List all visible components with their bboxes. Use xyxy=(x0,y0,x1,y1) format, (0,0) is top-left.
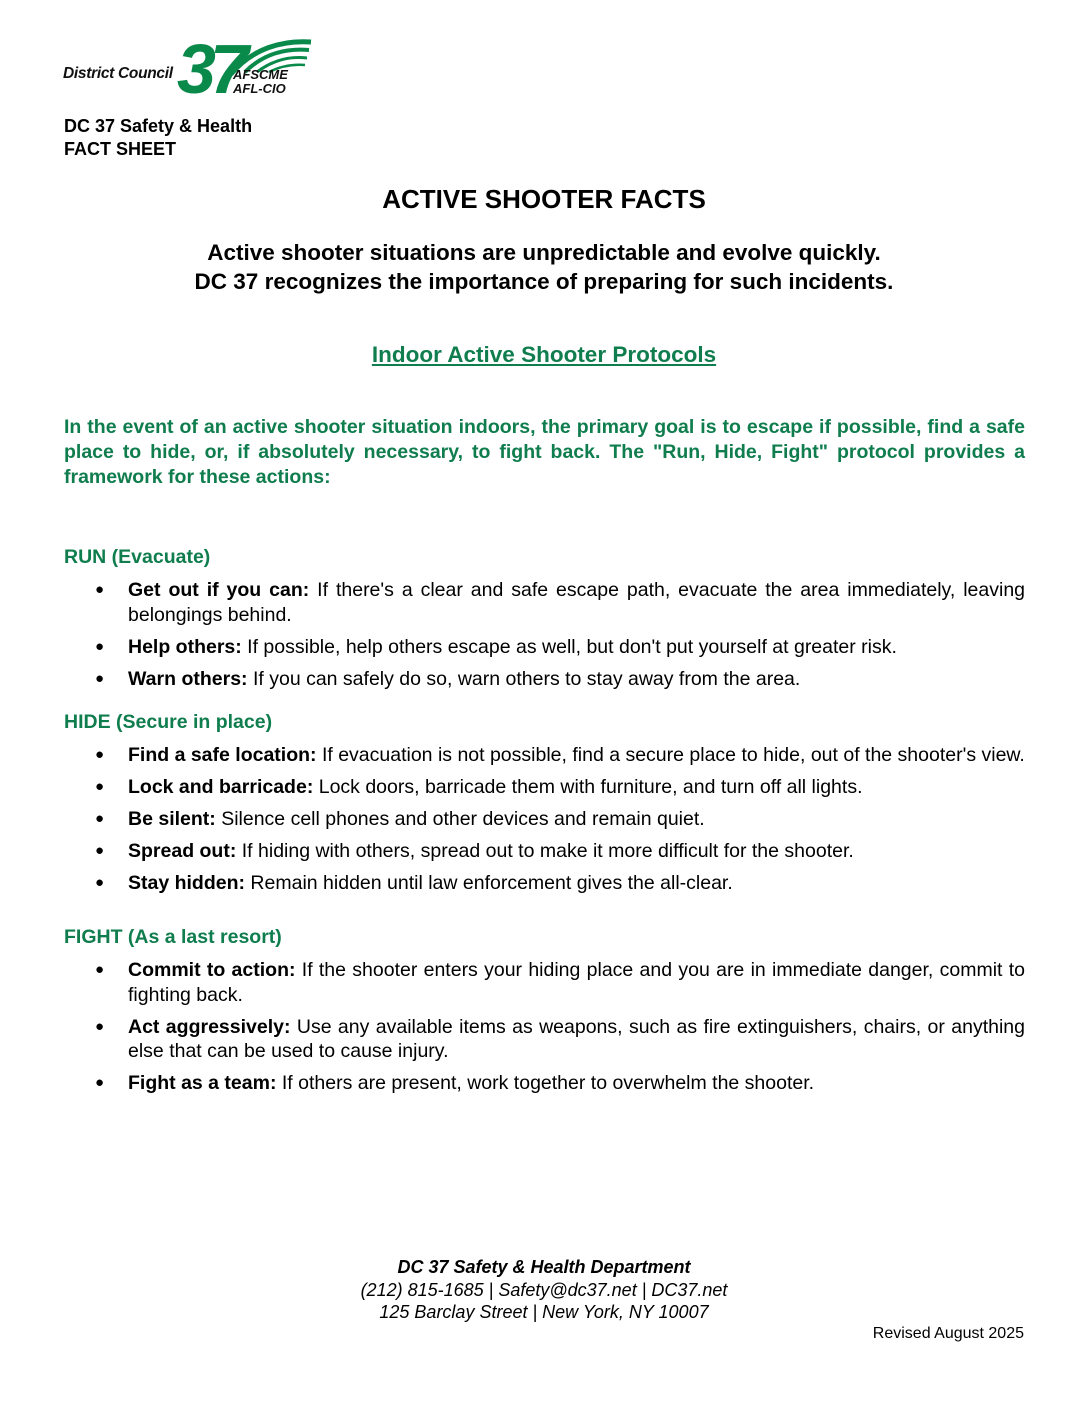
item-text: Use any available items as weapons, such as fire extinguishers, chairs, or anything else that can be used to cause injury. xyxy=(128,1015,1025,1062)
item-term: Stay hidden: xyxy=(128,872,246,894)
logo-aflcio-text: AFL-CIO xyxy=(233,81,286,96)
list-item xyxy=(64,958,1025,1007)
item-text: If hiding with others, spread out to make it more difficult for the shooter. xyxy=(236,840,854,862)
bullet-icon: ● xyxy=(95,746,105,763)
subtitle-line-1: Active shooter situations are unpredictable and evolve quickly. xyxy=(207,240,881,265)
revised-date: Revised August 2025 xyxy=(872,1325,1024,1342)
list-item xyxy=(64,807,1025,832)
bullet-icon: ● xyxy=(95,810,105,827)
item-text: Remain hidden until law enforcement gives the all-clear. xyxy=(245,872,733,894)
item-text: If there's a clear and safe escape path, evacuate the area immediately, leaving belongings behind. xyxy=(128,579,1026,626)
list-item xyxy=(64,871,1025,896)
dc37-logo xyxy=(63,30,313,110)
item-text: Silence cell phones and other devices and remain quiet. xyxy=(215,808,705,830)
footer xyxy=(0,1256,1088,1324)
bullet-icon: ● xyxy=(95,669,105,687)
item-text: If evacuation is not possible, find a secure place to hide, out of the shooter's view. xyxy=(316,744,1025,766)
item-term: Warn others: xyxy=(128,667,248,690)
list-item xyxy=(64,839,1025,864)
list-item xyxy=(64,667,1025,692)
header-line-1: DC 37 Safety & Health xyxy=(64,116,253,136)
item-text: Lock doors, barricade them with furniture, and turn off all lights. xyxy=(313,776,863,798)
item-term: Act aggressively: xyxy=(128,1015,291,1038)
section-heading-hide: HIDE (Secure in place) xyxy=(64,711,273,733)
bullet-icon: ● xyxy=(95,874,105,891)
protocols-heading: Indoor Active Shooter Protocols xyxy=(371,342,717,367)
footer-address: 125 Barclay Street | New York, NY 10007 xyxy=(379,1302,709,1322)
fight-list xyxy=(64,958,1025,1103)
list-item xyxy=(64,1015,1025,1064)
bullet-icon: ● xyxy=(95,1017,105,1035)
bullet-icon: ● xyxy=(95,581,105,598)
section-heading-run: RUN (Evacuate) xyxy=(64,546,211,568)
item-term: Be silent: xyxy=(128,808,216,830)
header-line-2: FACT SHEET xyxy=(64,139,177,159)
footer-contact: (212) 815-1685 | Safety@dc37.net | DC37.net xyxy=(360,1279,728,1300)
item-term: Help others: xyxy=(128,635,242,658)
bullet-icon: ● xyxy=(95,637,105,655)
item-text: If the shooter enters your hiding place and you are in immediate danger, commit to fighting back. xyxy=(128,959,1025,1006)
footer-department: DC 37 Safety & Health Department xyxy=(397,1257,691,1277)
section-heading-fight: FIGHT (As a last resort) xyxy=(64,926,282,948)
fact-sheet-label xyxy=(64,115,252,161)
list-item xyxy=(64,578,1025,627)
item-term: Lock and barricade: xyxy=(128,776,314,798)
list-item xyxy=(64,1071,1025,1096)
list-item xyxy=(64,743,1025,768)
item-term: Get out if you can: xyxy=(128,579,310,601)
logo-afscme-text: AFSCME xyxy=(233,67,288,82)
bullet-icon: ● xyxy=(95,842,105,859)
list-item xyxy=(64,775,1025,800)
run-list xyxy=(64,578,1025,699)
page-title: ACTIVE SHOOTER FACTS xyxy=(382,184,706,214)
item-text: If others are present, work together to overwhelm the shooter. xyxy=(276,1072,815,1094)
item-term: Find a safe location: xyxy=(128,744,317,766)
hide-list xyxy=(64,743,1025,903)
item-text: If possible, help others escape as well, but don't put yourself at greater risk. xyxy=(241,635,897,658)
item-term: Spread out: xyxy=(128,840,237,862)
intro-paragraph: In the event of an active shooter situation indoors, the primary goal is to escape if possible, find a safe place to hide, or, if absolutely necessary, to fight back. The "Run, Hide, Fight" protocol provides a framework for these actions: xyxy=(64,416,1025,488)
item-term: Fight as a team: xyxy=(128,1072,277,1094)
item-text: If you can safely do so, warn others to stay away from the area. xyxy=(247,667,801,690)
list-item xyxy=(64,635,1025,660)
logo-org-text: District Council xyxy=(63,65,173,82)
page-subtitle xyxy=(0,238,1088,296)
bullet-icon: ● xyxy=(95,961,105,978)
subtitle-line-2: DC 37 recognizes the importance of preparing for such incidents. xyxy=(194,269,894,294)
item-term: Commit to action: xyxy=(128,959,296,981)
logo-number: 37 xyxy=(177,30,243,108)
bullet-icon: ● xyxy=(95,778,105,795)
bullet-icon: ● xyxy=(95,1074,105,1091)
